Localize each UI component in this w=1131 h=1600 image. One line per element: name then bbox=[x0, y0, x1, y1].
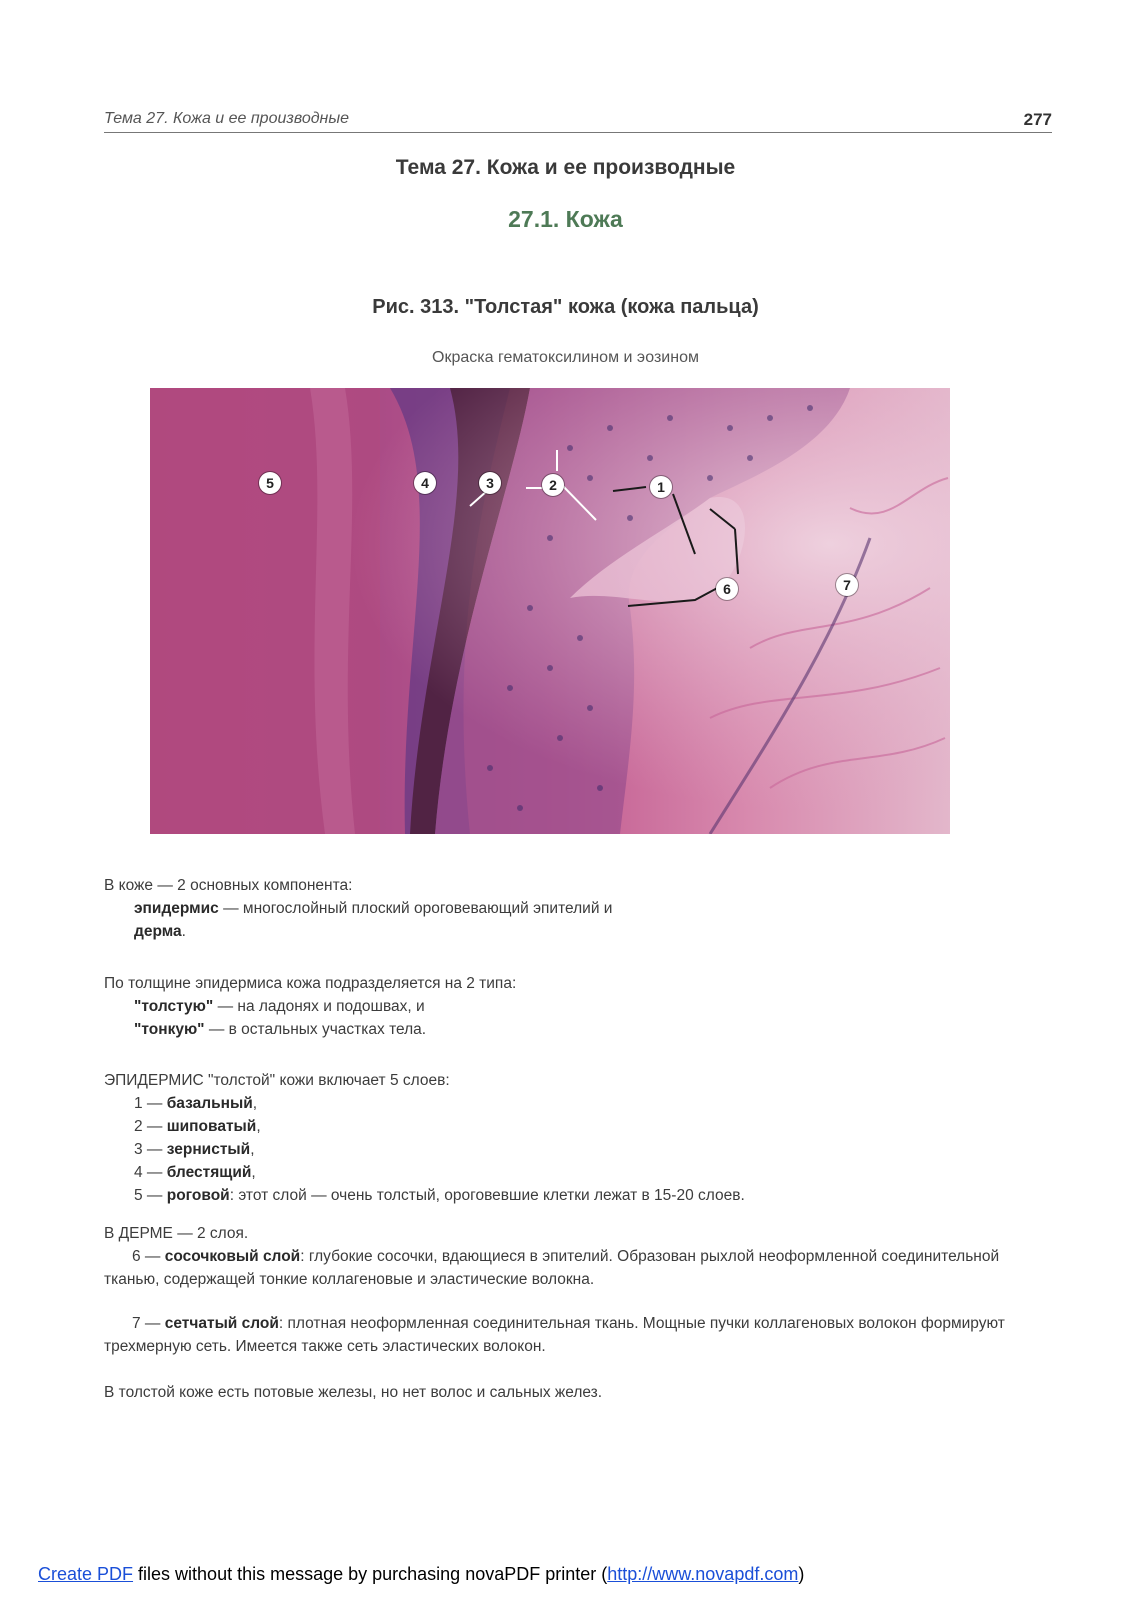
closing-paragraph: В толстой коже есть потовые железы, но нет волос и сальных желез. bbox=[104, 1384, 603, 1401]
intro-item2-text: . bbox=[181, 923, 186, 940]
label-4-stratum-lucidum: 4 bbox=[414, 472, 436, 494]
epidermis-paragraph bbox=[104, 1069, 1052, 1207]
types-item1-text: — на ладонях и подошвах, и bbox=[213, 998, 425, 1015]
intro-item-dermis bbox=[104, 920, 1052, 943]
dermis-item-papillary bbox=[104, 1245, 1052, 1291]
layer-item bbox=[104, 1115, 1052, 1138]
intro-paragraph bbox=[104, 874, 1052, 943]
layer-rest: : этот слой — очень толстый, ороговевшие клетки лежат в 15-20 слоев. bbox=[229, 1187, 745, 1204]
section-title: 27.1. Кожа bbox=[508, 206, 623, 232]
layer-item bbox=[104, 1161, 1052, 1184]
chapter-title: Тема 27. Кожа и ее производные bbox=[395, 156, 736, 179]
layer-rest: , bbox=[252, 1095, 258, 1112]
layer-rest: , bbox=[250, 1141, 255, 1158]
skin-micrograph bbox=[150, 388, 950, 834]
item6-num: 6 — bbox=[132, 1248, 165, 1265]
dermis-line: В ДЕРМЕ — 2 слоя. bbox=[104, 1225, 249, 1242]
term-epidermis: эпидермис bbox=[134, 900, 219, 917]
layer-item bbox=[104, 1138, 1052, 1161]
running-header bbox=[104, 108, 1052, 133]
layer-name: базальный bbox=[166, 1095, 253, 1112]
layer-item bbox=[104, 1092, 1052, 1115]
layer-name: роговой bbox=[166, 1187, 230, 1204]
figure-caption: Рис. 313. "Толстая" кожа (кожа пальца) bbox=[372, 296, 759, 318]
epidermis-line: ЭПИДЕРМИС "толстой" кожи включает 5 слоев: bbox=[104, 1072, 450, 1089]
running-title: Тема 27. Кожа и ее производные bbox=[104, 110, 350, 127]
label-2-stratum-spinosum: 2 bbox=[542, 474, 564, 496]
types-line: По толщине эпидермиса кожа подразделяется на 2 типа: bbox=[104, 975, 517, 992]
item6-text: : глубокие сосочки, вдающиеся в эпителий. Образован рыхлой неоформленной соединительной тканью, содержащей тонкие коллагеновые и эластические волокна. bbox=[104, 1248, 1000, 1288]
layer-num: 2 — bbox=[134, 1118, 167, 1135]
layer-rest: , bbox=[251, 1164, 256, 1181]
layer-num: 4 — bbox=[134, 1164, 167, 1181]
label-1-stratum-basale: 1 bbox=[650, 476, 672, 498]
layer-name: блестящий bbox=[166, 1164, 252, 1181]
term-thin: "тонкую" bbox=[134, 1021, 205, 1038]
types-paragraph bbox=[104, 972, 1052, 1041]
term-papillary: сосочковый слой bbox=[164, 1248, 301, 1265]
footer-end: ) bbox=[798, 1564, 805, 1584]
types-item-thick bbox=[104, 995, 1052, 1018]
intro-line: В коже — 2 основных компонента: bbox=[104, 877, 353, 894]
pdf-footer bbox=[38, 1564, 804, 1585]
layer-item bbox=[104, 1184, 1052, 1207]
footer-text: files without this message by purchasing novaPDF printer ( bbox=[133, 1564, 608, 1584]
label-5-stratum-corneum: 5 bbox=[259, 472, 281, 494]
dermis-item-reticular bbox=[104, 1312, 1052, 1358]
page-number: 277 bbox=[1023, 110, 1052, 129]
create-pdf-link[interactable]: Create PDF bbox=[38, 1564, 134, 1584]
layer-num: 5 — bbox=[134, 1187, 167, 1204]
micrograph-image bbox=[150, 388, 950, 834]
label-7-reticular-layer: 7 bbox=[836, 574, 858, 596]
intro-item-epidermis bbox=[104, 897, 1052, 920]
types-item-thin bbox=[104, 1018, 1052, 1041]
figure-stain-note: Окраска гематоксилином и эозином bbox=[432, 349, 699, 366]
layer-rest: , bbox=[256, 1118, 261, 1135]
item7-num: 7 — bbox=[132, 1315, 165, 1332]
layer-name: зернистый bbox=[166, 1141, 251, 1158]
layer-num: 3 — bbox=[134, 1141, 167, 1158]
label-3-stratum-granulosum: 3 bbox=[479, 472, 501, 494]
intro-item1-text: — многослойный плоский ороговевающий эпителий и bbox=[218, 900, 613, 917]
layer-name: шиповатый bbox=[166, 1118, 257, 1135]
layer-num: 1 — bbox=[134, 1095, 167, 1112]
label-6-papillary-layer: 6 bbox=[716, 578, 738, 600]
term-dermis: дерма bbox=[134, 923, 182, 940]
dermis-paragraph bbox=[104, 1222, 1052, 1358]
types-item2-text: — в остальных участках тела. bbox=[204, 1021, 427, 1038]
term-thick: "толстую" bbox=[134, 998, 214, 1015]
term-reticular: сетчатый слой bbox=[164, 1315, 279, 1332]
novapdf-link[interactable]: http://www.novapdf.com bbox=[607, 1564, 799, 1584]
item7-text: : плотная неоформленная соединительная ткань. Мощные пучки коллагеновых волокон формируют трехмерную сеть. Имеется также сеть эластических волокон. bbox=[104, 1315, 1005, 1355]
